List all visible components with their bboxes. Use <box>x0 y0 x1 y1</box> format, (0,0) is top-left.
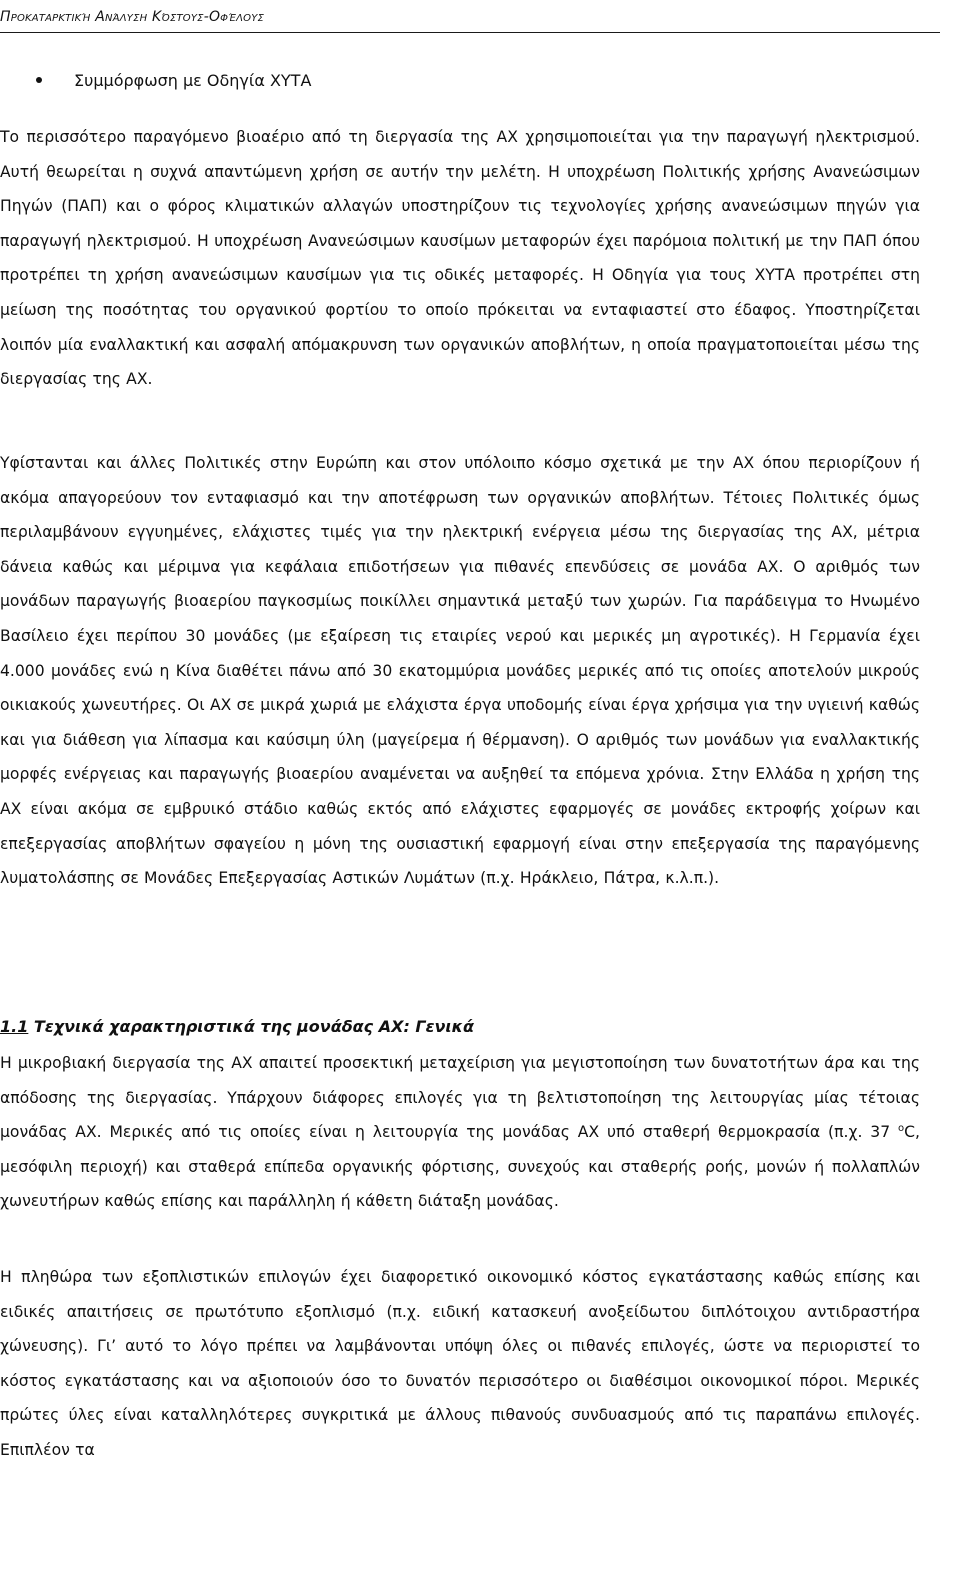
paragraph-2: Υφίστανται και άλλες Πολιτικές στην Ευρώπη και στον υπόλοιπο κόσμο σχετικά με την ΑΧ όπου περιορίζουν ή ακόμα απαγορεύουν τον ενταφιασμό και την αποτέφρωση των οργανικών αποβλήτων. Τέτοιες Πολιτικές όμως περιλαμβάνουν εγγυημένες, ελάχιστες τιμές για την ηλεκτρική ενέργεια μέσω της διεργασίας της ΑΧ, μέτρια δάνεια καθώς και μέριμνα για κεφάλαια επιδοτήσεων για πιθανές επενδύσεις σε μονάδα ΑΧ. Ο αριθμός των μονάδων παραγωγής βιοαερίου παγκοσμίως ποικίλλει σημαντικά μεταξύ των χωρών. Για παράδειγμα το Ηνωμένο Βασίλειο έχει περίπου 30 μονάδες (με εξαίρεση τις εταιρίες νερού και μερικές μη αγροτικές). Η Γερμανία έχει 4.000 μονάδες ενώ η Κίνα διαθέτει πάνω από 30 εκατομμύρια μονάδες μερικές από τις οποίες αποτελούν μικρούς οικιακούς χωνευτήρες. Οι ΑΧ σε μικρά χωριά με ελάχιστα έργα υποδομής είναι έργα χρήσιμα για την υγιεινή καθώς και για διάθεση για λίπασμα και καύσιμη ύλη (μαγείρεμα ή θέρμανση). Ο αριθμός των μονάδων για εναλλακτικής μορφές ενέργειας και παραγωγής βιοαερίου αναμένεται να αυξηθεί τα επόμενα χρόνια. Στην Ελλάδα η χρήση της ΑΧ είναι ακόμα σε εμβρυικό στάδιο καθώς εκτός από ελάχιστες εφαρμογές σε μονάδες εκτροφής χοίρων και επεξεργασίας αποβλήτων σφαγείου η μόνη της ουσιαστική εφαρμογή είναι στην επεξεργασία της παραγόμενης λυματολάσπης σε Μονάδες Επεξεργασίας Αστικών Λυμάτων (π.χ. Ηράκλειο, Πάτρα, κ.λ.π.). <box>0 454 920 888</box>
bullet-item <box>36 70 311 92</box>
paragraph-3 <box>0 1046 920 1219</box>
paragraph-3-part-2: C, μεσόφιλη περιοχή) και σταθερά επίπεδα οργανικής φόρτισης, συνεχούς και σταθερής ροής, μονών ή πολλαπλών χωνευτήρων καθώς επίσης και παράλληλη ή κάθετη διάταξη μονάδας. <box>0 1123 920 1211</box>
bullet-text: Συμμόρφωση με Οδηγία ΧΥΤΑ <box>74 71 312 90</box>
running-header-title: Προκαταρκτική Ανάλυση Κόστους-Οφέλους <box>0 9 265 25</box>
section-number: 1.1 <box>0 1017 29 1036</box>
paragraph-4: Η πληθώρα των εξοπλιστικών επιλογών έχει διαφορετικό οικονομικό κόστος εγκατάστασης καθώς επίσης και ειδικές απαιτήσεις σε πρωτότυπο εξοπλισμό (π.χ. ειδική κατασκευή ανοξείδωτου διπλότοιχου αντιδραστήρα χώνευσης). Γι’ αυτό το λόγο πρέπει να λαμβάνονται υπόψη όλες οι πιθανές επιλογές, ώστε να περιοριστεί το κόστος εγκατάστασης και να αξιοποιούν όσο το δυνατόν περισσότερο οι διαθέσιμοι οικονομικοί πόροι. Μερικές πρώτες ύλες είναι καταλληλότερες συγκριτικά με άλλους πιθανούς συνδυασμούς από τις παραπάνω επιλογές. Επιπλέον τα <box>0 1268 920 1459</box>
degree-superscript: o <box>898 1123 905 1134</box>
bullet-dot-icon <box>36 77 42 83</box>
section-title-text: Τεχνικά χαρακτηριστικά της μονάδας ΑΧ: Γενικά <box>33 1017 475 1036</box>
section-heading <box>0 1015 474 1039</box>
paragraph-1: Το περισσότερο παραγόμενο βιοαέριο από τη διεργασία της ΑΧ χρησιμοποιείται για την παραγωγή ηλεκτρισμού. Αυτή θεωρείται η συχνά απαντώμενη χρήση σε αυτήν την μελέτη. Η υποχρέωση Πολιτικής χρήσης Ανανεώσιμων Πηγών (ΠΑΠ) και ο φόρος κλιματικών αλλαγών υποστηρίζουν τις τεχνολογίες χρήσης ανανεώσιμων πηγών για παραγωγή ηλεκτρισμού. Η υποχρέωση Ανανεώσιμων καυσίμων μεταφορών έχει παρόμοια πολιτική με την ΠΑΠ όπου προτρέπει τη χρήση ανανεώσιμων καυσίμων για τις οδικές μεταφορές. Η Οδηγία για τους ΧΥΤΑ προτρέπει στη μείωση της ποσότητας του οργανικού φορτίου το οποίο πρόκειται να ενταφιαστεί στο έδαφος. Υποστηρίζεται λοιπόν μία εναλλακτική και ασφαλή απόμακρυνση των οργανικών αποβλήτων, η οποία πραγματοποιείται μέσω της διεργασίας της ΑΧ. <box>0 128 920 389</box>
paragraph-3-part-1: Η μικροβιακή διεργασία της ΑΧ απαιτεί προσεκτική μεταχείριση για μεγιστοποίηση των δυνατοτήτων άρα και της απόδοσης της διεργασίας. Υπάρχουν διάφορες επιλογές για τη βελτιστοποίηση της λειτουργίας μίας τέτοιας μονάδας ΑΧ. Μερικές από τις οποίες είναι η λειτουργία της μονάδας ΑΧ υπό σταθερή θερμοκρασία (π.χ. 37 <box>0 1054 920 1142</box>
running-header <box>0 6 940 33</box>
